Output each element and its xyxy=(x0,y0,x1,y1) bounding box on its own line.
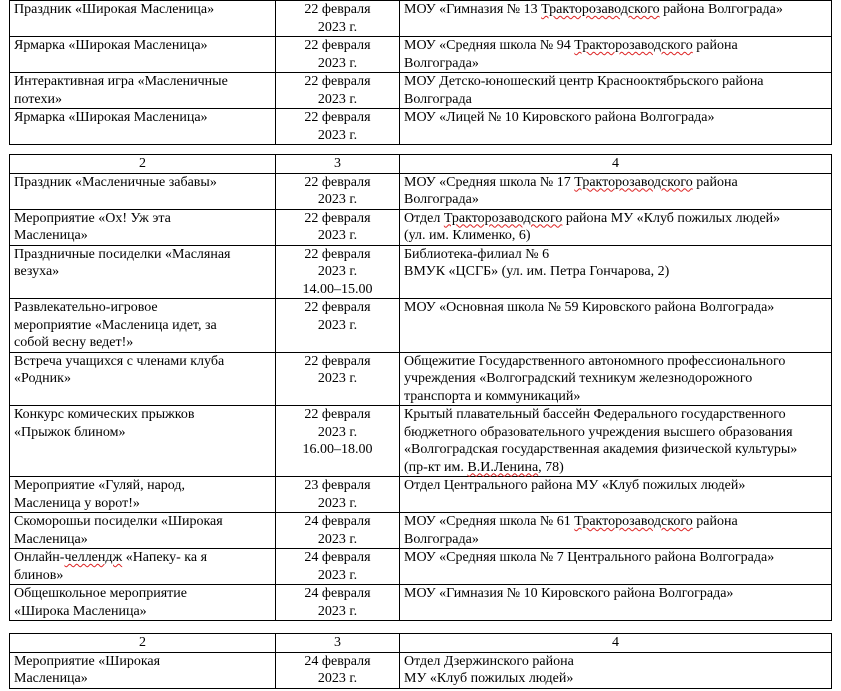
cell-text: Мероприятие «Широкая xyxy=(14,653,161,669)
table-row xyxy=(10,173,832,209)
cell-text: Тракторозаводского xyxy=(574,174,693,190)
cell-text: 22 февраля xyxy=(304,300,371,315)
cell-line xyxy=(404,459,827,477)
cell-text: Крытый плавательный бассейн Федерального государственного xyxy=(404,407,786,422)
cell-text: «Широка Масленица» xyxy=(14,603,147,619)
cell-text: 2023 г. xyxy=(317,317,358,333)
cell-text: 22 февраля xyxy=(304,74,371,89)
cell-text: 2023 г. xyxy=(317,91,358,107)
column-number: 4 xyxy=(400,155,832,174)
event-cell xyxy=(10,1,276,37)
cell-text: 24 февраля xyxy=(304,586,371,601)
cell-text: «Напеку- ка я xyxy=(122,550,208,565)
cell-text: 2023 г. xyxy=(317,264,358,279)
cell-text: 2023 г. xyxy=(317,55,358,71)
cell-text: 22 февраля xyxy=(304,246,371,262)
cell-text: МОУ «Лицей № 10 Кировского района Волгограда» xyxy=(404,110,715,125)
cell-text: 22 февраля xyxy=(304,38,371,53)
cell-text: Праздник «Масленичные забавы» xyxy=(14,174,217,190)
cell-text: района xyxy=(692,174,738,190)
cell-line xyxy=(404,174,827,192)
date-cell xyxy=(276,406,400,477)
cell-text: Онлайн- xyxy=(14,550,65,565)
column-number: 3 xyxy=(276,634,400,653)
cell-text: Общешкольное мероприятие xyxy=(14,586,187,601)
date-cell xyxy=(276,549,400,585)
cell-text: 22 февраля xyxy=(304,353,371,369)
event-cell xyxy=(10,406,276,477)
cell-text: 2023 г. xyxy=(317,371,358,386)
cell-text: Масленица у ворот!» xyxy=(14,495,140,511)
date-cell xyxy=(276,173,400,209)
date-cell xyxy=(276,352,400,406)
event-cell xyxy=(10,173,276,209)
cell-text: 22 февраля xyxy=(304,407,371,422)
cell-text: 2023 г. xyxy=(317,671,358,686)
event-cell xyxy=(10,585,276,621)
place-cell xyxy=(400,406,832,477)
cell-text: Интерактивная игра «Масленичные xyxy=(14,74,228,89)
cell-text: Скоморошьи посиделки «Широкая xyxy=(14,514,223,529)
cell-text: 2023 г. xyxy=(317,495,358,511)
event-cell xyxy=(10,652,276,688)
table-row xyxy=(10,1,832,37)
cell-text: 2023 г. xyxy=(317,567,358,583)
event-cell xyxy=(10,245,276,299)
column-number: 2 xyxy=(10,155,276,174)
cell-text: МОУ Детско-юношеский центр Краснооктябрьского района xyxy=(404,74,764,89)
cell-text: 24 февраля xyxy=(304,653,371,669)
cell-text: Общежитие Государственного автономного профессионального xyxy=(404,353,786,369)
cell-line xyxy=(14,549,271,567)
place-cell xyxy=(400,37,832,73)
place-cell xyxy=(400,245,832,299)
column-number: 3 xyxy=(276,155,400,174)
cell-text: 2023 г. xyxy=(317,127,358,143)
cell-text: Масленица» xyxy=(14,531,88,547)
table-row xyxy=(10,73,832,109)
place-cell xyxy=(400,585,832,621)
cell-text: МОУ «Средняя школа № 17 xyxy=(404,174,575,190)
cell-text: 2023 г. xyxy=(317,228,358,243)
column-number: 4 xyxy=(400,634,832,653)
cell-text: МОУ «Основная школа № 59 Кировского района Волгограда» xyxy=(404,300,775,315)
place-cell xyxy=(400,549,832,585)
cell-text: Волгограда» xyxy=(404,55,479,71)
cell-text: везуха» xyxy=(14,264,60,279)
cell-text: ВМУК «ЦСГБ» (ул. им. Петра Гончарова, 2) xyxy=(404,264,670,279)
cell-text: Масленица» xyxy=(14,671,88,686)
table-row xyxy=(10,513,832,549)
cell-text: Ярмарка «Широкая Масленица» xyxy=(14,38,208,53)
date-cell xyxy=(276,477,400,513)
place-cell xyxy=(400,477,832,513)
table-row xyxy=(10,352,832,406)
cell-text: мероприятие «Масленица идет, за xyxy=(14,317,217,333)
cell-text: (ул. им. Клименко, 6) xyxy=(404,228,531,243)
cell-text: бюджетного образовательного учреждения высшего образования xyxy=(404,424,793,440)
cell-text: В.И.Ленина xyxy=(467,459,539,475)
cell-text: потехи» xyxy=(14,91,62,107)
cell-text: Тракторозаводского xyxy=(443,210,563,226)
cell-text: Тракторозаводского xyxy=(541,2,660,17)
table-row xyxy=(10,245,832,299)
cell-text: Конкурс комических прыжков xyxy=(14,407,195,422)
cell-text: Отдел xyxy=(404,210,444,226)
cell-text: 24 февраля xyxy=(304,514,371,529)
cell-line xyxy=(404,210,827,228)
cell-text: Мероприятие «Ох! Уж эта xyxy=(14,210,171,226)
date-cell xyxy=(276,1,400,37)
cell-text: Тракторозаводского xyxy=(574,514,693,529)
cell-text: Отдел Центрального района МУ «Клуб пожилых людей» xyxy=(404,478,746,493)
cell-text: челлендж xyxy=(64,550,123,565)
event-cell xyxy=(10,109,276,145)
cell-text: Развлекательно-игровое xyxy=(14,300,158,315)
table-part-1 xyxy=(9,0,832,145)
place-cell xyxy=(400,352,832,406)
cell-text: «Прыжок блином» xyxy=(14,424,126,440)
table-part-3 xyxy=(9,633,832,689)
cell-text: , 78) xyxy=(538,459,564,475)
cell-text: 22 февраля xyxy=(304,2,371,17)
table-part-2 xyxy=(9,154,832,621)
date-cell xyxy=(276,585,400,621)
cell-text: Библиотека-филиал № 6 xyxy=(404,246,550,262)
date-cell xyxy=(276,109,400,145)
cell-text: Встреча учащихся с членами клуба xyxy=(14,353,225,369)
place-cell xyxy=(400,73,832,109)
cell-text: МОУ «Средняя школа № 7 Центрального района Волгограда» xyxy=(404,550,775,565)
date-cell xyxy=(276,209,400,245)
date-cell xyxy=(276,299,400,353)
cell-text: 22 февраля xyxy=(304,174,371,190)
cell-text: МОУ «Гимназия № 10 Кировского района Волгограда» xyxy=(404,586,734,601)
table-row xyxy=(10,109,832,145)
cell-text: района МУ «Клуб пожилых людей» xyxy=(562,210,781,226)
cell-text: Мероприятие «Гуляй, народ, xyxy=(14,478,186,493)
place-cell xyxy=(400,209,832,245)
date-cell xyxy=(276,513,400,549)
place-cell xyxy=(400,652,832,688)
event-cell xyxy=(10,513,276,549)
table-row xyxy=(10,477,832,513)
cell-text: 22 февраля xyxy=(304,110,371,125)
event-cell xyxy=(10,37,276,73)
table-row xyxy=(10,406,832,477)
cell-text: 22 февраля xyxy=(304,210,371,226)
cell-text: 2023 г. xyxy=(317,192,358,207)
event-cell xyxy=(10,209,276,245)
cell-text: МОУ «Средняя школа № 94 xyxy=(404,38,575,53)
date-cell xyxy=(276,652,400,688)
cell-text: «Родник» xyxy=(14,371,71,386)
column-number: 2 xyxy=(10,634,276,653)
cell-text: (пр-кт им. xyxy=(404,459,468,475)
cell-text: 24 февраля xyxy=(304,550,371,565)
table-row xyxy=(10,37,832,73)
cell-text: района xyxy=(692,514,738,529)
table-row xyxy=(10,209,832,245)
cell-text: 2023 г. xyxy=(317,424,358,440)
date-cell xyxy=(276,73,400,109)
date-cell xyxy=(276,245,400,299)
event-cell xyxy=(10,73,276,109)
table-row xyxy=(10,299,832,353)
table-header-row xyxy=(10,155,832,174)
event-cell xyxy=(10,299,276,353)
cell-text: 2023 г. xyxy=(317,19,358,35)
event-cell xyxy=(10,352,276,406)
cell-text: учреждения «Волгоградский техникум железнодорожного xyxy=(404,371,753,386)
place-cell xyxy=(400,173,832,209)
date-cell xyxy=(276,37,400,73)
cell-text: собой весну ведет!» xyxy=(14,335,134,350)
cell-text: 23 февраля xyxy=(304,478,371,493)
cell-text: Масленица» xyxy=(14,228,88,243)
table-header-row xyxy=(10,634,832,653)
cell-text: 16.00–18.00 xyxy=(302,442,373,457)
cell-text: 14.00–15.00 xyxy=(302,281,373,297)
cell-text: 2023 г. xyxy=(317,531,358,547)
cell-text: транспорта и коммуникаций» xyxy=(404,388,581,404)
table-row xyxy=(10,549,832,585)
cell-text: Тракторозаводского xyxy=(574,38,693,53)
cell-text: Волгограда xyxy=(404,91,472,107)
cell-text: 2023 г. xyxy=(317,603,358,619)
cell-text: района Волгограда» xyxy=(659,2,783,17)
table-row xyxy=(10,652,832,688)
cell-line xyxy=(404,1,827,19)
place-cell xyxy=(400,299,832,353)
cell-text: района xyxy=(692,38,738,53)
place-cell xyxy=(400,1,832,37)
cell-text: Волгограда» xyxy=(404,192,479,207)
cell-text: «Волгоградская государственная академия физической культуры» xyxy=(404,442,798,457)
cell-line xyxy=(404,37,827,55)
cell-text: МУ «Клуб пожилых людей» xyxy=(404,671,574,686)
cell-line xyxy=(404,513,827,531)
cell-text: МОУ «Гимназия № 13 xyxy=(404,2,542,17)
cell-text: Отдел Дзержинского района xyxy=(404,653,574,669)
place-cell xyxy=(400,513,832,549)
cell-text: Праздничные посиделки «Масляная xyxy=(14,246,231,262)
cell-text: Праздник «Широкая Масленица» xyxy=(14,2,215,17)
table-row xyxy=(10,585,832,621)
cell-text: Волгограда» xyxy=(404,531,479,547)
place-cell xyxy=(400,109,832,145)
event-cell xyxy=(10,549,276,585)
event-cell xyxy=(10,477,276,513)
cell-text: МОУ «Средняя школа № 61 xyxy=(404,514,575,529)
cell-text: блинов» xyxy=(14,567,64,583)
cell-text: Ярмарка «Широкая Масленица» xyxy=(14,110,208,125)
